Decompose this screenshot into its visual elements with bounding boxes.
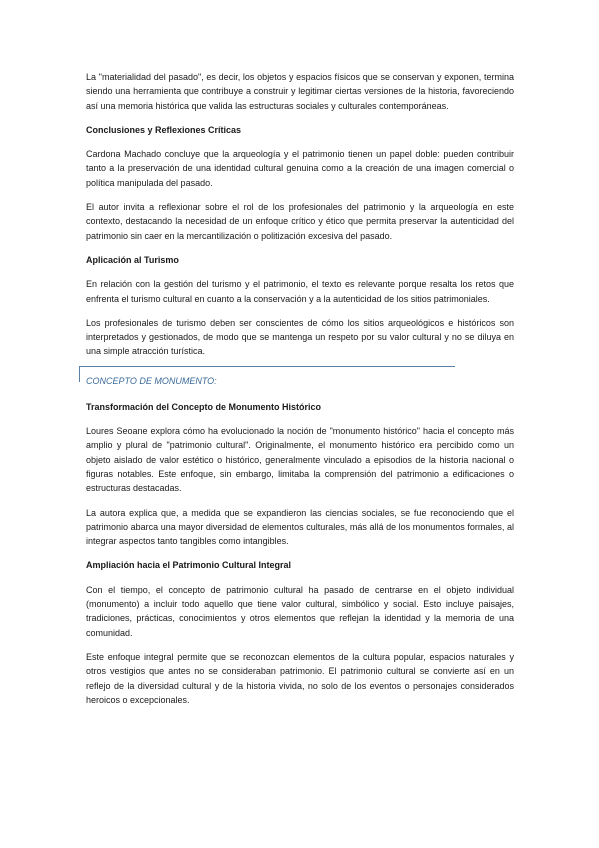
section-rule-tick [79,366,80,382]
paragraph-cardona: Cardona Machado concluye que la arqueología y el patrimonio tienen un papel doble: pueden contribuir tanto a la preservación de una identidad cultural genuina como a la creación de una imagen comercial o política manipulada del pasado. [86,149,514,188]
paragraph-profesionales-turismo: Los profesionales de turismo deben ser conscientes de cómo los sitios arqueológicos e históricos son interpretados y gestionados, de modo que se mantenga un respeto por su valor cultural y no se diluya en una simple atracción turística. [86,317,514,357]
section-header [86,369,514,388]
paragraph-turismo-gestion: En relación con la gestión del turismo y el patrimonio, el texto es relevante porque resalta los retos que enfrenta el turismo cultural en cuanto a la conservación y a la autenticidad de los sitios patrimoniales. [86,279,514,304]
paragraph-loures: Loures Seoane explora cómo ha evolucionado la noción de "monumento histórico" hacia el concepto más amplio y plural de "patrimonio cultural". Originalmente, el monumento histórico era percibido como un objeto aislado de valor estético o histórico, generalmente vinculado a episodios de la historia nacional o figuras notables. Este enfoque, sin embargo, limitaba la comprensión del patrimonio a edificaciones o estructuras destacadas. [86,426,514,494]
paragraph-materialidad: La "materialidad del pasado", es decir, los objetos y espacios físicos que se conservan y exponen, termina siendo una herramienta que contribuye a construir y legitimar ciertas versiones de la historia, favoreciendo así una memoria histórica que valida las estructuras sociales y culturales contemporáneas. [86,72,514,111]
paragraph-con-el-tiempo: Con el tiempo, el concepto de patrimonio cultural ha pasado de centrarse en el objeto individual (monumento) a incluir todo aquello que tiene valor cultural, simbólico y social. Esto incluye paisajes, tradiciones, prácticas, conocimientos y otros elementos que reflejan la identidad y la memoria de una comunidad. [86,584,514,638]
paragraph-enfoque-integral: Este enfoque integral permite que se reconozcan elementos de la cultura popular, espacios naturales y otros vestigios que antes no se consideraban patrimonio. El patrimonio cultural se convierte así en un reflejo de la diversidad cultural y de la historia vivida, no solo de los eventos o personajes considerados heroicos o excepcionales. [86,651,514,705]
heading-ampliacion: Ampliación hacia el Patrimonio Cultural Integral [86,560,292,571]
heading-transformacion: Transformación del Concepto de Monumento Histórico [86,401,322,412]
document-page [86,70,514,707]
section-rule [79,366,455,367]
heading-turismo: Aplicación al Turismo [86,254,179,265]
heading-conclusiones: Conclusiones y Reflexiones Críticas [86,124,242,135]
section-title-monumento: CONCEPTO DE MONUMENTO: [86,375,217,386]
paragraph-autora-explica: La autora explica que, a medida que se expandieron las ciencias sociales, se fue reconociendo que el patrimonio abarca una mayor diversidad de elementos culturales, más allá de los monumentos formales, al integrar aspectos tanto tangibles como intangibles. [86,507,514,547]
paragraph-autor-invita: El autor invita a reflexionar sobre el rol de los profesionales del patrimonio y la arqueología en este contexto, destacando la necesidad de un enfoque crítico y ético que permita preservar la autenticidad del patrimonio sin caer en la mercantilización o politización excesiva del pasado. [86,202,514,241]
